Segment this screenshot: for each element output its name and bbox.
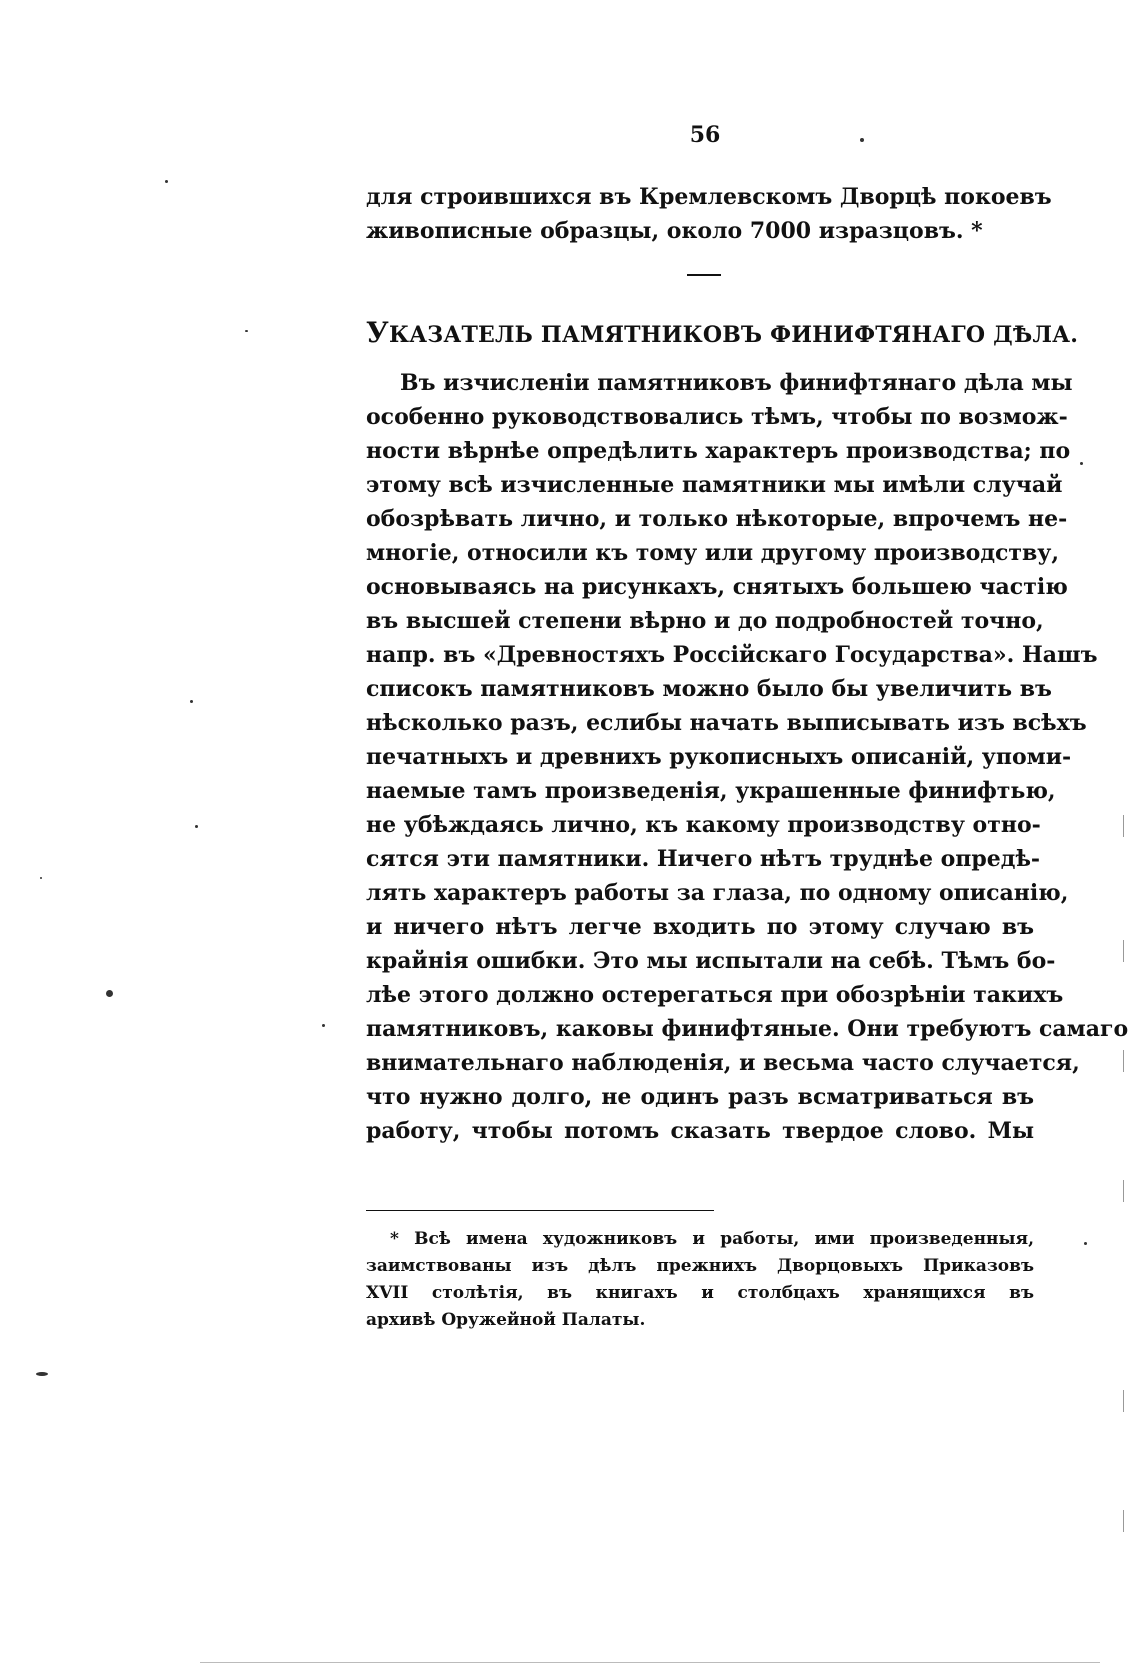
text-line: печатныхъ и древнихъ рукописныхъ описаній, упоми- — [366, 744, 1072, 770]
scan-mark — [1123, 1180, 1124, 1202]
scan-mark — [1123, 1390, 1124, 1412]
text-line: что нужно долго, не одинъ разъ всматриваться въ — [366, 1084, 1034, 1110]
text-line: въ высшей степени вѣрно и до подробностей точно, — [366, 608, 1044, 634]
text-line: для строившихся въ Кремлевскомъ Дворцѣ покоевъ — [366, 184, 1052, 210]
section-heading — [366, 316, 1079, 352]
text-line: и ничего нѣтъ легче входить по этому случаю въ — [366, 914, 1034, 940]
text-line: крайнія ошибки. Это мы испытали на себѣ. Тѣмъ бо- — [366, 948, 1056, 974]
text-line: живописные образцы, около 7000 изразцовъ. * — [366, 218, 983, 244]
scan-speck — [322, 1024, 325, 1027]
footnote-line: * Всѣ имена художниковъ и работы, ими произведенныя, — [390, 1229, 1034, 1249]
text-line: лѣе этого должно остерегаться при обозрѣніи такихъ — [366, 982, 1064, 1008]
text-line: ности вѣрнѣе опредѣлить характеръ производства; по — [366, 438, 1071, 464]
footnote-line: архивѣ Оружейной Палаты. — [366, 1310, 646, 1330]
scan-speck — [245, 330, 248, 332]
text-line: Въ изчисленіи памятниковъ финифтянаго дѣла мы — [400, 370, 1073, 396]
text-line: не убѣждаясь лично, къ какому производству отно- — [366, 812, 1041, 838]
section-separator — [687, 274, 721, 276]
footnote-line: XVII столѣтія, въ книгахъ и столбцахъ хранящихся въ — [366, 1283, 1034, 1303]
text-line: наемые тамъ произведенія, украшенные финифтью, — [366, 778, 1056, 804]
scan-speck — [40, 877, 42, 879]
text-line: многіе, относили къ тому или другому производству, — [366, 540, 1060, 566]
text-line: сятся эти памятники. Ничего нѣтъ труднѣе опредѣ- — [366, 846, 1041, 872]
scan-speck — [860, 138, 864, 142]
text-line: основываясь на рисункахъ, снятыхъ большею частію — [366, 574, 1068, 600]
scan-mark — [1123, 1510, 1124, 1532]
heading-text: КАЗАТЕЛЬ ПАМЯТНИКОВЪ ФИНИФТЯНАГО ДѢЛА. — [388, 322, 1079, 348]
heading-initial: У — [366, 316, 389, 349]
text-line: обозрѣвать лично, и только нѣкоторые, впрочемъ не- — [366, 506, 1068, 532]
scan-speck — [106, 990, 113, 997]
text-line: списокъ памятниковъ можно было бы увеличить въ — [366, 676, 1052, 702]
scan-speck — [195, 825, 198, 828]
text-line: лять характеръ работы за глаза, по одному описанію, — [366, 880, 1069, 906]
text-line: работу, чтобы потомъ сказать твердое слово. Мы — [366, 1118, 1034, 1144]
text-line: напр. въ «Древностяхъ Россійскаго Государства». Нашъ — [366, 642, 1098, 668]
scan-mark — [1123, 815, 1124, 837]
text-line: внимательнаго наблюденія, и весьма часто случается, — [366, 1050, 1080, 1076]
text-line: нѣсколько разъ, еслибы начать выписывать изъ всѣхъ — [366, 710, 1087, 736]
scan-speck — [1080, 462, 1083, 465]
text-line: памятниковъ, каковы финифтяные. Они требуютъ самаго — [366, 1016, 1129, 1042]
scan-speck — [1084, 1242, 1087, 1245]
footnote-rule — [366, 1210, 714, 1211]
footnote — [366, 1226, 1034, 1334]
scan-mark — [1123, 940, 1124, 962]
body-paragraph — [366, 366, 1129, 1148]
footnote-line: заимствованы изъ дѣлъ прежнихъ Дворцовыхъ Приказовъ — [366, 1256, 1034, 1276]
scan-mark — [1123, 1050, 1124, 1072]
scan-speck — [190, 700, 193, 703]
scan-speck — [165, 180, 168, 183]
text-line: этому всѣ изчисленные памятники мы имѣли случай — [366, 472, 1063, 498]
text-line: особенно руководствовались тѣмъ, чтобы по возмож- — [366, 404, 1068, 430]
scan-speck — [36, 1372, 48, 1376]
intro-paragraph — [366, 180, 1052, 248]
scan-edge — [200, 1662, 1100, 1663]
page-number: 56 — [689, 122, 721, 148]
